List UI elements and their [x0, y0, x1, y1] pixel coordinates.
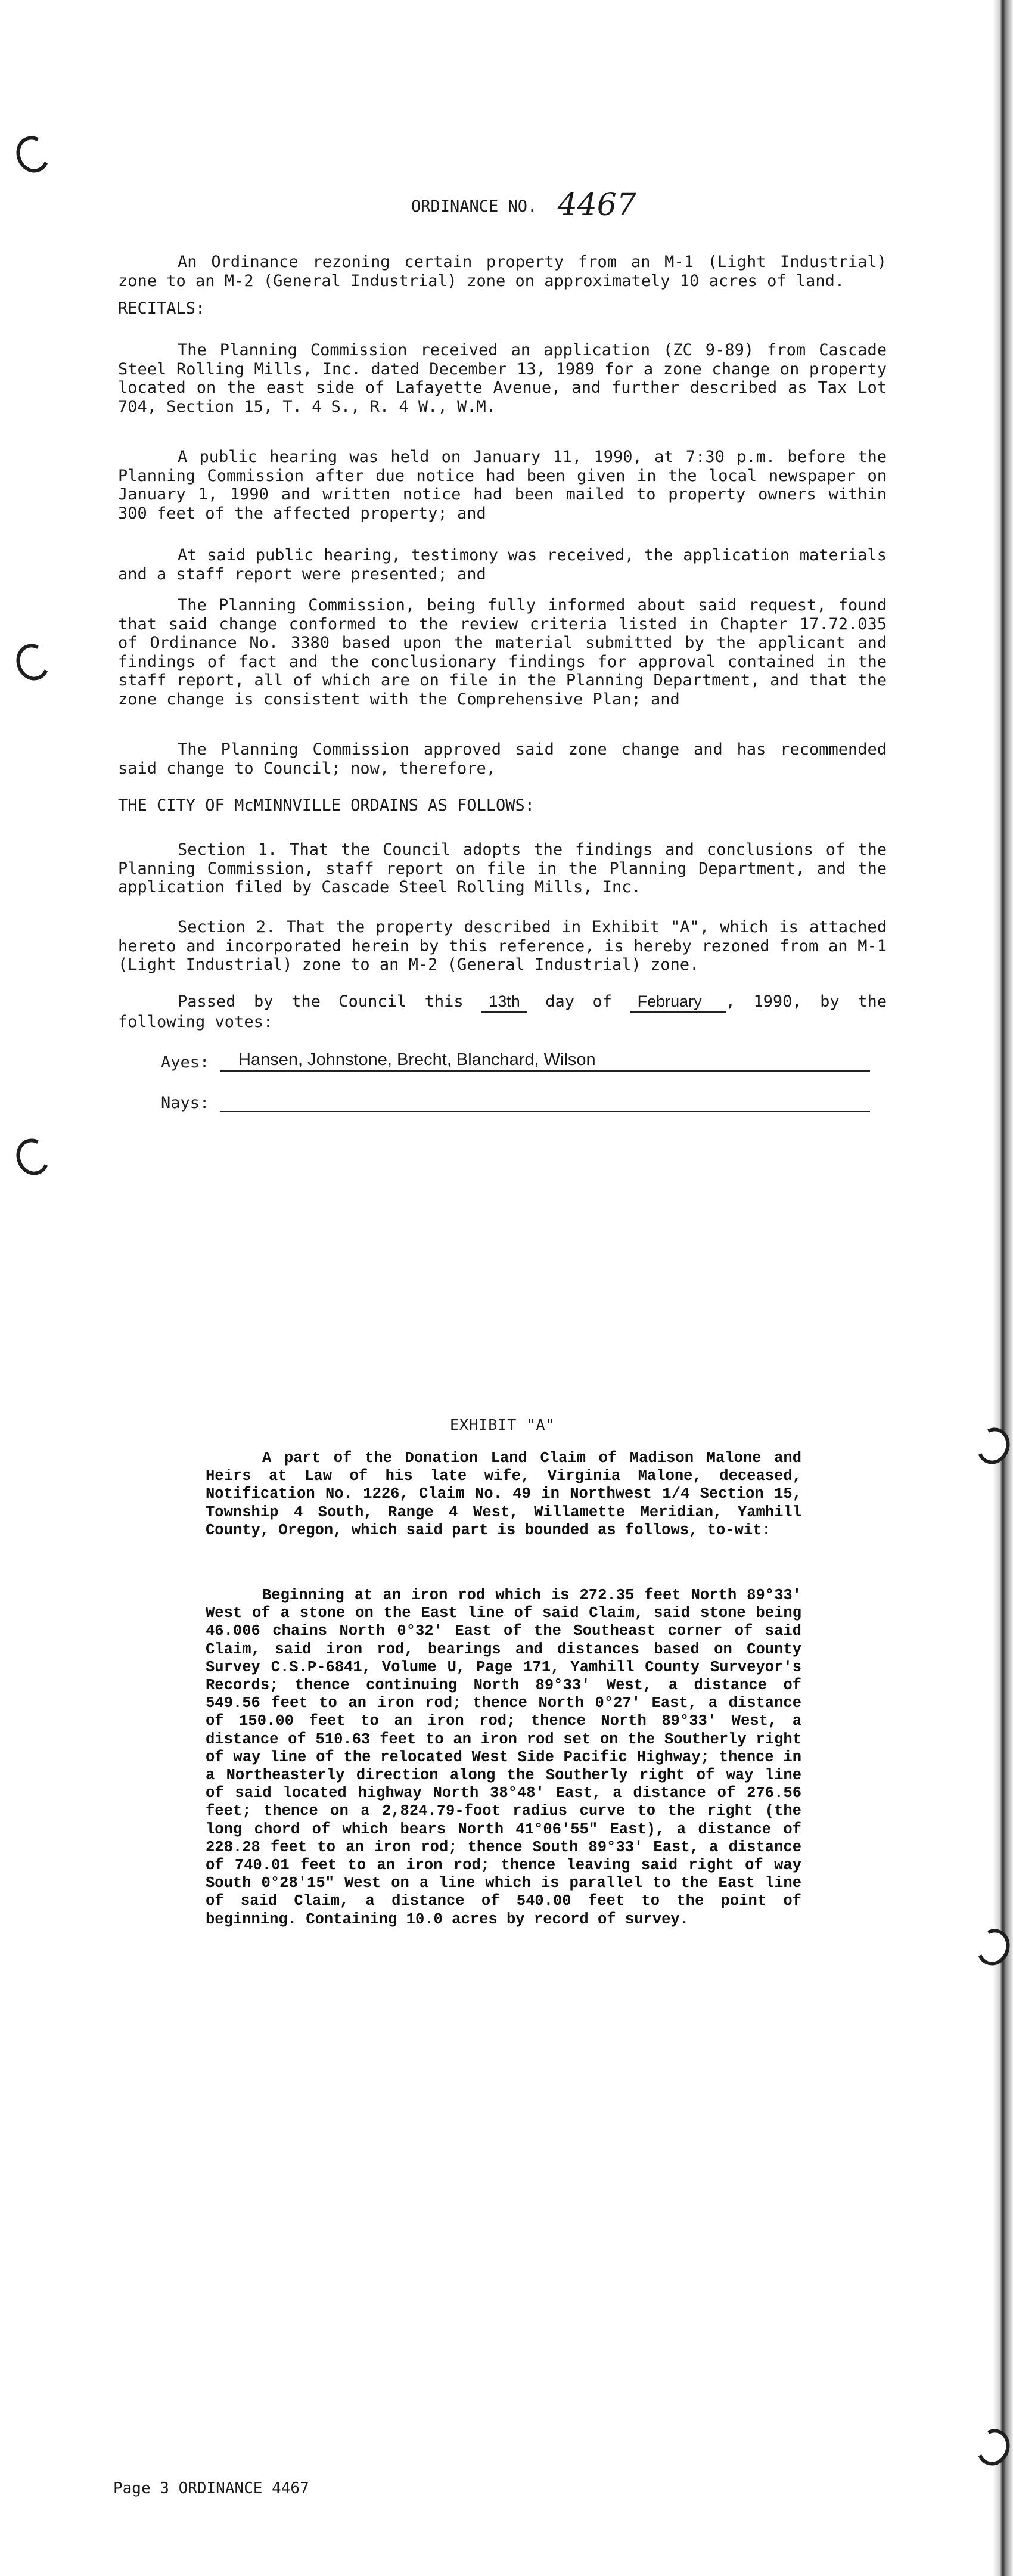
passed-day: 13th: [481, 992, 527, 1013]
exhibit-text: A part of the Donation Land Claim of Madison Malone and Heirs at Law of his late wife, Virginia Malone, deceased, Notification No. 1226, Claim No. 49 in Northwest 1/4 Section 15, Township 4 South, Range 4 West, Willamette Meridian, Yamhill County, Oregon, which said part is bounded as follows, to-wit:: [206, 1450, 801, 1539]
binder-hole-icon: [11, 640, 54, 685]
nays-label: Nays:: [161, 1094, 210, 1112]
page-footer: Page 3 ORDINANCE 4467: [113, 2479, 309, 2497]
nays-row: [161, 1091, 870, 1112]
binder-hole-icon: [11, 1134, 54, 1180]
passed-prefix: Passed by the Council this: [178, 992, 464, 1011]
recital-paragraph: [118, 448, 887, 523]
section-paragraph: [118, 840, 887, 897]
page-edge-binder: [993, 0, 1013, 2576]
ordains-heading: THE CITY OF McMINNVILLE ORDAINS AS FOLLOWS:: [118, 796, 535, 815]
passed-year: , 1990, by the: [725, 992, 887, 1011]
binder-hole-icon: [11, 132, 54, 178]
recital-paragraph: [118, 596, 887, 709]
ayes-label: Ayes:: [161, 1053, 210, 1072]
passed-month: February: [630, 992, 726, 1013]
section-text: Section 1. That the Council adopts the findings and conclusions of the Planning Commission, staff report on file in the Planning Department, and the application filed by Cascade Steel Rolling Mills, Inc.: [118, 840, 887, 896]
recital-text: The Planning Commission received an application (ZC 9-89) from Cascade Steel Rolling Mills, Inc. dated December 13, 1989 for a zone change on property located on the east side of Lafayette Avenue, and further described as Tax Lot 704, Section 15, T. 4 S., R. 4 W., W.M.: [118, 341, 887, 416]
recital-paragraph: [118, 740, 887, 778]
handwritten-ordinance-number: 4467: [557, 187, 636, 223]
passed-day-of: day of: [545, 992, 613, 1011]
recital-text: The Planning Commission, being fully informed about said request, found that said change conformed to the review criteria listed in Chapter 17.72.035 of Ordinance No. 3380 based upon the material submitted by the applicant and findings of fact and the conclusionary findings for approval contained in the staff report, all of which are on file in the Planning Department, and that the zone change is consistent with the Comprehensive Plan; and: [118, 596, 887, 709]
recital-text: At said public hearing, testimony was received, the application materials and a staff report were presented; and: [118, 546, 887, 584]
recital-text: A public hearing was held on January 11, 1990, at 7:30 p.m. before the Planning Commission after due notice had been given in the local newspaper on January 1, 1990 and written notice had been mailed to property owners within 300 feet of the affected property; and: [118, 448, 887, 523]
ayes-names: Hansen, Johnstone, Brecht, Blanchard, Wilson: [220, 1050, 870, 1072]
intro-paragraph: [118, 253, 887, 290]
exhibit-title: EXHIBIT "A": [450, 1416, 555, 1433]
passed-suffix: following votes:: [118, 1012, 274, 1031]
exhibit-paragraph: [206, 1450, 801, 1540]
recital-paragraph: [118, 341, 887, 416]
ordinance-title-label: ORDINANCE NO.: [411, 197, 537, 216]
recital-text: The Planning Commission approved said zone change and has recommended said change to Council; now, therefore,: [118, 740, 887, 778]
section-text: Section 2. That the property described in Exhibit "A", which is attached hereto and incorporated herein by this reference, is hereby rezoned from an M-1 (Light Industrial) zone to an M-2 (General Industrial) zone.: [118, 918, 887, 974]
passed-paragraph: [118, 992, 887, 1031]
exhibit-paragraph: [206, 1587, 801, 1929]
intro-text: An Ordinance rezoning certain property from an M-1 (Light Industrial) zone to an M-2 (General Industrial) zone on approximately 10 acres of land.: [118, 253, 887, 290]
nays-names: [220, 1091, 870, 1112]
exhibit-text: Beginning at an iron rod which is 272.35 feet North 89°33' West of a stone on the East line of said Claim, said stone being 46.006 chains North 0°32' East of the Southeast corner of said Claim, said iron rod, bearings and distances based on County Survey C.S.P-6841, Volume U, Page 171, Yamhill County Surveyor's Records; thence continuing North 89°33' West, a distance of 549.56 feet to an iron rod; thence North 0°27' East, a distance of 150.00 feet to an iron rod; thence North 89°33' West, a distance of 510.63 feet to an iron rod set on the Southerly right of way line of the relocated West Side Pacific Highway; thence in a Northeasterly direction along the Southerly right of way line of said located highway North 38°48' East, a distance of 276.56 feet; thence on a 2,824.79-foot radius curve to the right (the long chord of which bears North 41°06'55" East), a distance of 228.28 feet to an iron rod; thence South 89°33' East, a distance of 740.01 feet to an iron rod; thence leaving said right of way South 0°28'15" West on a line which is parallel to the East line of said Claim, a distance of 540.00 feet to the point of beginning. Containing 10.0 acres by record of survey.: [206, 1587, 801, 1928]
recital-paragraph: [118, 546, 887, 584]
section-paragraph: [118, 918, 887, 974]
ordinance-title: [411, 184, 636, 223]
ayes-row: [161, 1050, 870, 1072]
recitals-heading: RECITALS:: [118, 299, 206, 318]
